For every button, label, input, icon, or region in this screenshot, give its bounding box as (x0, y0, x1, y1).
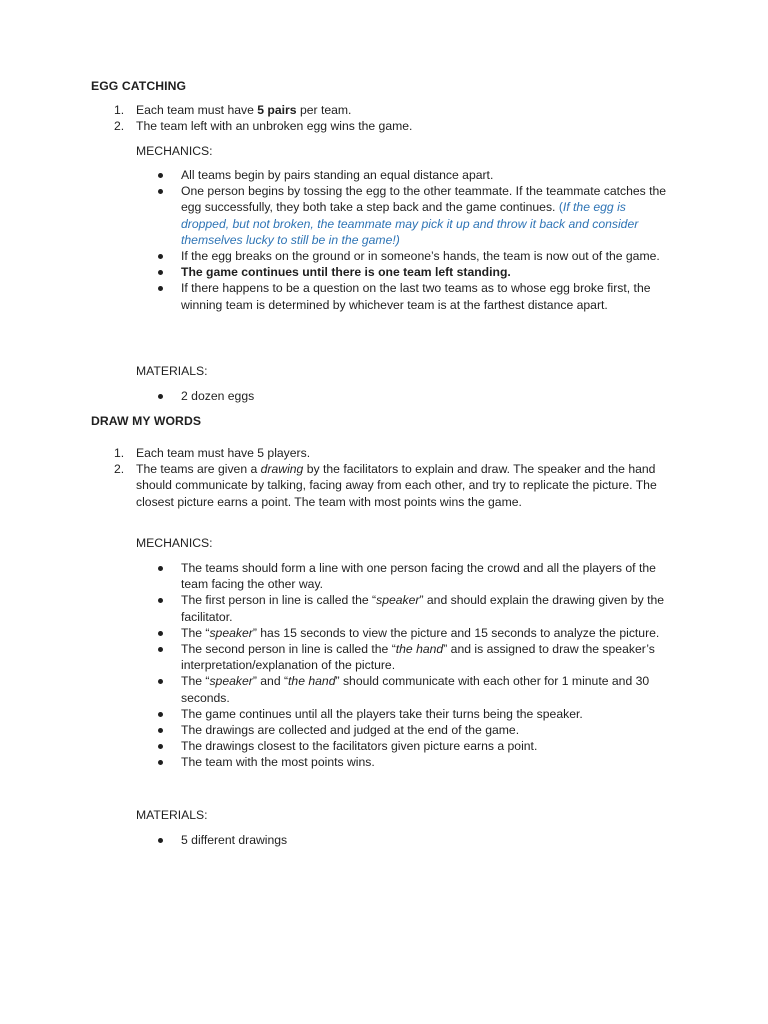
list-number: 1. (114, 103, 125, 117)
bullet-dot-icon (158, 286, 163, 291)
bullet-dot-icon (158, 173, 163, 178)
item-text (181, 707, 583, 721)
materials-list-egg-catching (158, 388, 668, 404)
text-run: If the egg is dropped, but not broken, the teammate may pick it up and throw it back and consider themselves lucky to still be in the game!) (181, 200, 639, 247)
mechanics-list-draw-my-words (158, 560, 668, 771)
mechanics-list-egg-catching (158, 167, 668, 313)
item-text (136, 103, 351, 117)
item-text (136, 462, 657, 508)
item-text (181, 168, 493, 182)
item-text (181, 739, 537, 753)
item-text (181, 561, 656, 591)
bullet-dot-icon (158, 631, 163, 636)
text-run: The second person in line is called the “ (181, 642, 396, 657)
item-text (181, 281, 651, 311)
bullet-dot-icon (158, 760, 163, 765)
bullet-item (158, 832, 668, 848)
numbered-item (114, 102, 684, 118)
bullet-item (158, 592, 668, 624)
text-run: speaker (376, 593, 420, 608)
bullet-dot-icon (158, 728, 163, 733)
bullet-item (158, 738, 668, 754)
numbered-item (114, 445, 684, 461)
bullet-dot-icon (158, 647, 163, 652)
item-text (136, 119, 412, 133)
bullet-dot-icon (158, 566, 163, 571)
text-run: One person begins by tossing the egg to the other teammate. If the teammate catches the egg successfully, they both take a step back and the game continues. (181, 184, 667, 215)
text-run: The drawings closest to the facilitators given picture earns a point. (181, 739, 538, 754)
item-text (136, 446, 310, 460)
text-run: The teams are given a (136, 462, 261, 477)
rules-list-egg-catching (114, 102, 684, 134)
bullet-dot-icon (158, 254, 163, 259)
text-run: drawing (260, 462, 304, 477)
text-run: The “ (181, 625, 210, 640)
text-run: ” and “ (252, 674, 289, 689)
text-run: The game continues until there is one team left standing. (181, 265, 511, 280)
section-title-egg-catching: EGG CATCHING (91, 79, 187, 93)
bullet-dot-icon (158, 270, 163, 275)
text-run: The “ (181, 674, 210, 689)
item-text (181, 642, 655, 672)
materials-label-egg-catching: MATERIALS: (136, 364, 208, 378)
text-run: If the egg breaks on the ground or in someone’s hands, the team is now out of the game. (181, 249, 660, 264)
text-run: speaker (209, 674, 253, 689)
text-run: ” should communicate with each other for 1 minute and 30 seconds. (181, 674, 650, 705)
text-run: ” has 15 seconds to view the picture and 15 seconds to analyze the picture. (252, 625, 660, 640)
text-run: If there happens to be a question on the last two teams as to whose egg broke first, the winning team is determined by whichever team is at the farthest distance apart. (181, 281, 651, 312)
list-number: 1. (114, 446, 125, 460)
item-text (181, 184, 666, 247)
bullet-item (158, 183, 668, 248)
bullet-dot-icon (158, 598, 163, 603)
text-run: per team. (296, 103, 352, 117)
bullet-item (158, 264, 668, 280)
text-run: Each team must have (136, 103, 258, 117)
materials-label-draw-my-words: MATERIALS: (136, 808, 208, 822)
item-text (181, 626, 659, 640)
rules-list-draw-my-words (114, 445, 684, 510)
item-text (181, 389, 254, 403)
item-text (181, 265, 511, 279)
materials-list-draw-my-words (158, 832, 668, 848)
text-run: speaker (209, 625, 253, 640)
text-run: ( (558, 200, 563, 215)
text-run: The first person in line is called the “ (181, 593, 377, 608)
text-run: 5 pairs (257, 103, 297, 117)
mechanics-label-egg-catching: MECHANICS: (136, 144, 213, 158)
bullet-dot-icon (158, 679, 163, 684)
text-run: Each team must have 5 players. (136, 446, 311, 460)
text-run: by the facilitators to explain and draw. The speaker and the hand should communicate by talking, facing away from each other, and try to replicate the picture. The closest picture earns a point. The team with most points wins the game. (136, 462, 657, 509)
bullet-item (158, 754, 668, 770)
text-run: All teams begin by pairs standing an equal distance apart. (181, 168, 494, 182)
numbered-item (114, 461, 684, 510)
text-run: ” and should explain the drawing given by the facilitator. (181, 593, 665, 624)
text-run: The game continues until all the players take their turns being the speaker. (181, 706, 583, 721)
item-text (181, 593, 664, 623)
text-run: the hand (395, 642, 444, 657)
text-run: The team left with an unbroken egg wins the game. (136, 119, 413, 134)
bullet-item (158, 706, 668, 722)
item-text (181, 755, 375, 769)
text-run: the hand (288, 674, 336, 689)
text-run: 2 dozen eggs (181, 389, 255, 403)
item-text (181, 249, 660, 263)
bullet-item (158, 673, 668, 705)
bullet-item (158, 248, 668, 264)
text-run: The drawings are collected and judged at the end of the game. (181, 723, 520, 738)
bullet-dot-icon (158, 394, 163, 399)
bullet-item (158, 280, 668, 312)
bullet-item (158, 625, 668, 641)
text-run: 5 different drawings (181, 833, 288, 847)
bullet-dot-icon (158, 838, 163, 843)
text-run: The team with the most points wins. (181, 755, 375, 770)
bullet-dot-icon (158, 712, 163, 717)
bullet-item (158, 388, 668, 404)
bullet-item (158, 641, 668, 673)
bullet-item (158, 722, 668, 738)
item-text (181, 674, 649, 704)
mechanics-label-draw-my-words: MECHANICS: (136, 536, 213, 550)
bullet-item (158, 560, 668, 592)
bullet-item (158, 167, 668, 183)
bullet-dot-icon (158, 189, 163, 194)
item-text (181, 723, 519, 737)
text-run: The teams should form a line with one person facing the crowd and all the players of the team facing the other way. (181, 561, 656, 592)
bullet-dot-icon (158, 744, 163, 749)
item-text (181, 833, 287, 847)
list-number: 2. (114, 119, 125, 134)
section-title-draw-my-words: DRAW MY WORDS (91, 414, 202, 428)
list-number: 2. (114, 462, 125, 477)
numbered-item (114, 118, 684, 134)
text-run: ” and is assigned to draw the speaker’s interpretation/explanation of the picture. (181, 642, 655, 673)
